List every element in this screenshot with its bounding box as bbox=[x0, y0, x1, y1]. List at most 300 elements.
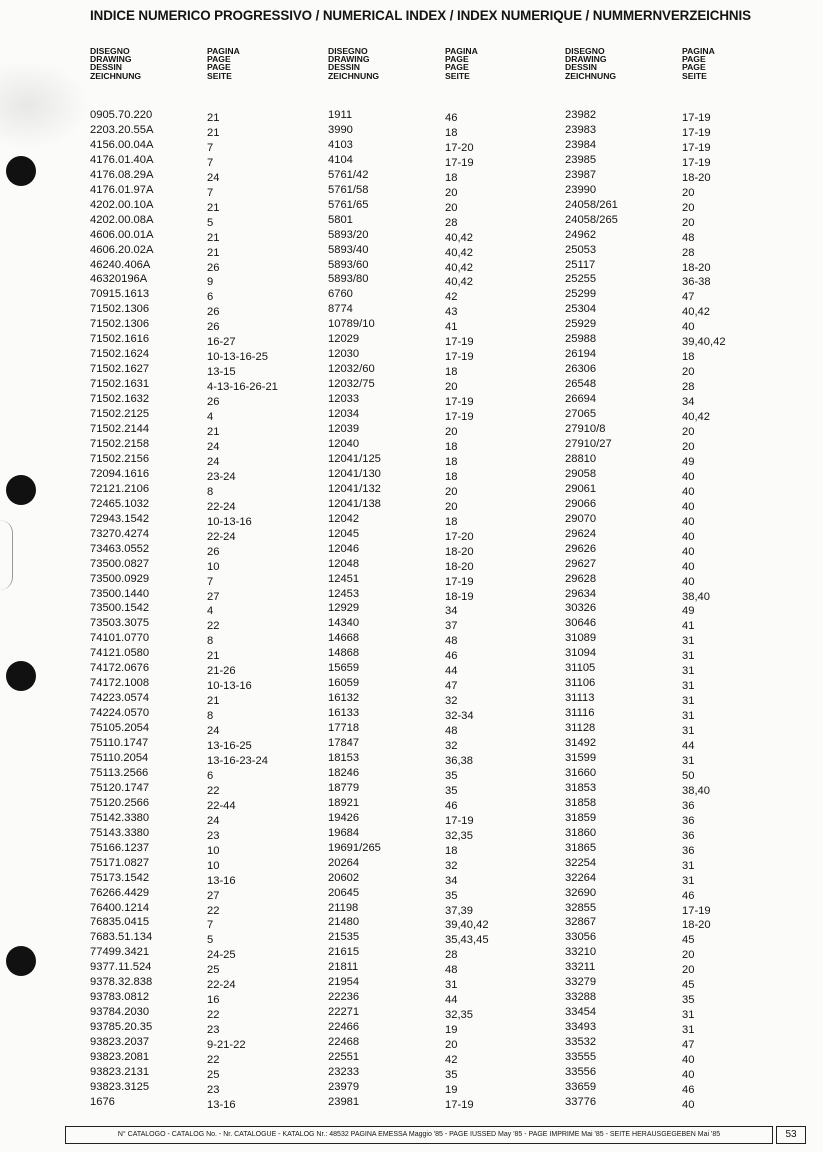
scan-margin-curve bbox=[0, 520, 13, 590]
page-reference: 47 bbox=[682, 291, 695, 304]
page-reference: 44 bbox=[445, 994, 458, 1007]
drawing-number: 33556 bbox=[565, 1066, 597, 1078]
page-reference: 20 bbox=[682, 426, 695, 439]
index-row bbox=[565, 1095, 805, 1110]
drawing-number: 12451 bbox=[328, 572, 360, 585]
page-reference: 31 bbox=[445, 979, 458, 992]
page-reference: 20 bbox=[445, 201, 458, 214]
page-reference: 20 bbox=[682, 216, 695, 229]
index-row bbox=[328, 228, 562, 243]
index-row bbox=[90, 661, 326, 676]
drawing-number: 4176.01.97A bbox=[90, 183, 154, 196]
index-row bbox=[90, 1020, 326, 1035]
page-reference: 32 bbox=[445, 859, 458, 872]
index-row bbox=[90, 587, 326, 602]
drawing-number: 46320196A bbox=[90, 273, 148, 286]
drawing-number: 24962 bbox=[565, 228, 597, 241]
drawing-number: 31860 bbox=[565, 826, 597, 839]
index-row bbox=[565, 1080, 805, 1095]
catalog-info: N° CATALOGO - CATALOG No. - Nr. CATALOGUE - KATALOG Nr.: 48532 PAGINA EMESSA Maggio '85 - PAGE IUSSED May '85 - PAGE IMPRIME Mai '85 - SEITE HERAUSGEGEBEN Mai '85 bbox=[65, 1126, 773, 1144]
page-reference: 17-19 bbox=[682, 126, 711, 139]
drawing-number: 93823.3125 bbox=[90, 1080, 150, 1093]
page-reference: 40 bbox=[682, 500, 695, 513]
drawing-number: 19426 bbox=[328, 811, 360, 824]
index-row bbox=[328, 676, 562, 691]
drawing-number: 29624 bbox=[565, 527, 597, 540]
index-row bbox=[565, 317, 805, 332]
page-reference: 18 bbox=[445, 844, 458, 857]
index-row bbox=[328, 811, 562, 826]
index-row bbox=[328, 542, 562, 557]
index-row bbox=[90, 452, 326, 467]
page-reference: 8 bbox=[207, 485, 214, 498]
drawing-number: 33210 bbox=[565, 946, 597, 959]
page-reference: 35 bbox=[682, 994, 695, 1007]
page-reference: 6 bbox=[207, 769, 214, 782]
drawing-number: 75105.2054 bbox=[90, 722, 150, 735]
index-row bbox=[565, 856, 805, 871]
index-row bbox=[90, 886, 326, 901]
index-row bbox=[90, 392, 326, 407]
index-column-1 bbox=[90, 108, 326, 1110]
index-row bbox=[565, 841, 805, 856]
index-row bbox=[90, 766, 326, 781]
index-row bbox=[328, 362, 562, 377]
page-reference: 40 bbox=[682, 1054, 695, 1067]
page-reference: 17-19 bbox=[445, 351, 474, 364]
drawing-number: 4202.00.10A bbox=[90, 198, 154, 211]
page-reference: 37,39 bbox=[445, 904, 473, 917]
index-row bbox=[565, 542, 805, 557]
index-row bbox=[328, 766, 562, 781]
index-row bbox=[90, 198, 326, 213]
index-row bbox=[328, 557, 562, 572]
index-row bbox=[565, 1065, 805, 1080]
page-reference: 40 bbox=[682, 515, 695, 528]
index-row bbox=[90, 736, 326, 751]
page-reference: 21 bbox=[207, 231, 220, 244]
index-row bbox=[565, 153, 805, 168]
page-reference: 40,42 bbox=[682, 411, 710, 424]
index-row bbox=[90, 272, 326, 287]
index-row bbox=[328, 631, 562, 646]
page-reference: 13-16-23-24 bbox=[207, 754, 268, 767]
index-row bbox=[90, 901, 326, 916]
drawing-number: 24058/265 bbox=[565, 213, 618, 226]
page-reference: 20 bbox=[682, 186, 695, 199]
drawing-number: 71502.1631 bbox=[90, 378, 150, 391]
drawing-number: 16132 bbox=[328, 692, 360, 705]
drawing-number: 32855 bbox=[565, 901, 597, 914]
page-reference: 40,42 bbox=[682, 306, 710, 319]
index-row bbox=[90, 796, 326, 811]
page-reference: 13-16 bbox=[207, 874, 236, 887]
drawing-number: 30646 bbox=[565, 617, 597, 630]
index-row bbox=[328, 736, 562, 751]
index-row bbox=[565, 811, 805, 826]
drawing-number: 14868 bbox=[328, 647, 360, 660]
drawing-number: 27910/27 bbox=[565, 437, 612, 450]
page-reference: 16 bbox=[207, 994, 220, 1007]
page-reference: 24 bbox=[207, 440, 220, 453]
drawing-number: 4103 bbox=[328, 138, 353, 151]
page-reference: 31 bbox=[682, 725, 695, 738]
page-number: 53 bbox=[776, 1126, 806, 1144]
drawing-number: 31859 bbox=[565, 811, 597, 824]
drawing-number: 22271 bbox=[328, 1006, 360, 1019]
index-row bbox=[565, 362, 805, 377]
page-reference: 28 bbox=[682, 246, 695, 259]
index-row bbox=[565, 228, 805, 243]
index-row bbox=[565, 646, 805, 661]
drawing-number: 9378.32.838 bbox=[90, 976, 153, 989]
drawing-number: 22466 bbox=[328, 1021, 360, 1034]
page-reference: 21 bbox=[207, 695, 220, 708]
page-reference: 18 bbox=[445, 515, 458, 528]
drawing-number: 26548 bbox=[565, 378, 597, 391]
index-row bbox=[90, 721, 326, 736]
page-reference: 22 bbox=[207, 784, 220, 797]
page-reference: 22 bbox=[207, 1009, 220, 1022]
drawing-number: 72465.1032 bbox=[90, 497, 150, 510]
index-row bbox=[90, 467, 326, 482]
index-row bbox=[328, 751, 562, 766]
page-reference: 46 bbox=[445, 799, 458, 812]
drawing-number: 33211 bbox=[565, 961, 596, 974]
page-reference: 36 bbox=[682, 844, 695, 857]
page-reference: 40,42 bbox=[445, 276, 473, 289]
page-reference: 28 bbox=[682, 381, 695, 394]
page-reference: 31 bbox=[682, 695, 695, 708]
page-reference: 44 bbox=[682, 740, 695, 753]
page-reference: 18 bbox=[445, 366, 458, 379]
page-reference: 17-20 bbox=[445, 530, 474, 543]
index-row bbox=[328, 332, 562, 347]
index-row bbox=[328, 871, 562, 886]
page-reference: 22 bbox=[207, 620, 220, 633]
drawing-number: 72943.1542 bbox=[90, 512, 150, 525]
drawing-number: 31106 bbox=[565, 677, 596, 690]
index-row bbox=[565, 945, 805, 960]
page-reference: 7 bbox=[207, 156, 214, 169]
index-row bbox=[565, 631, 805, 646]
index-row bbox=[328, 587, 562, 602]
drawing-number: 23983 bbox=[565, 123, 597, 136]
drawing-number: 2203.20.55A bbox=[90, 123, 154, 136]
drawing-number: 21535 bbox=[328, 931, 360, 944]
drawing-number: 33454 bbox=[565, 1006, 597, 1019]
page-reference: 36,38 bbox=[445, 754, 473, 767]
drawing-number: 20264 bbox=[328, 856, 360, 869]
index-row bbox=[565, 243, 805, 258]
drawing-number: 12042 bbox=[328, 512, 360, 525]
drawing-number: 71502.1624 bbox=[90, 348, 150, 361]
page-reference: 7 bbox=[207, 575, 214, 588]
page-reference: 4 bbox=[207, 605, 214, 618]
page-reference: 26 bbox=[207, 396, 220, 409]
index-row bbox=[328, 915, 562, 930]
drawing-number: 33493 bbox=[565, 1021, 597, 1034]
drawing-number: 19684 bbox=[328, 826, 360, 839]
page-reference: 18 bbox=[682, 351, 695, 364]
drawing-number: 23984 bbox=[565, 138, 597, 151]
page-reference: 24 bbox=[207, 814, 220, 827]
drawing-number: 29066 bbox=[565, 497, 597, 510]
header-label: ZEICHNUNG bbox=[90, 70, 142, 81]
page-reference: 10-13-16 bbox=[207, 515, 252, 528]
drawing-number: 73503.3075 bbox=[90, 617, 150, 630]
index-row bbox=[90, 1005, 326, 1020]
page-reference: 46 bbox=[682, 1083, 695, 1096]
index-row bbox=[90, 601, 326, 616]
page-reference: 5 bbox=[207, 934, 214, 947]
drawing-number: 74223.0574 bbox=[90, 692, 150, 705]
index-row bbox=[565, 347, 805, 362]
drawing-number: 31128 bbox=[565, 722, 596, 735]
drawing-number: 0905.70.220 bbox=[90, 109, 153, 121]
drawing-number: 29070 bbox=[565, 512, 597, 525]
index-row bbox=[565, 826, 805, 841]
header-label: ZEICHNUNG bbox=[328, 70, 380, 81]
drawing-number: 33776 bbox=[565, 1095, 597, 1108]
index-row bbox=[90, 915, 326, 930]
index-row bbox=[90, 497, 326, 512]
page-reference: 40 bbox=[682, 1098, 695, 1111]
drawing-number: 26306 bbox=[565, 363, 597, 376]
index-row bbox=[90, 407, 326, 422]
page-reference: 36 bbox=[682, 814, 695, 827]
index-row bbox=[90, 1035, 326, 1050]
page-reference: 18 bbox=[445, 470, 458, 483]
drawing-number: 76835.0415 bbox=[90, 916, 150, 929]
index-row bbox=[565, 213, 805, 228]
page-reference: 16-27 bbox=[207, 336, 236, 349]
drawing-number: 4202.00.08A bbox=[90, 213, 154, 226]
drawing-number: 71502.1306 bbox=[90, 303, 150, 316]
page-reference: 20 bbox=[445, 381, 458, 394]
header-drawing-3 bbox=[565, 47, 616, 80]
drawing-number: 22236 bbox=[328, 991, 360, 1004]
page-reference: 17-19 bbox=[445, 575, 474, 588]
drawing-number: 12039 bbox=[328, 423, 360, 436]
drawing-number: 21615 bbox=[328, 946, 360, 959]
footer bbox=[0, 1126, 823, 1146]
index-row bbox=[90, 751, 326, 766]
index-row bbox=[565, 123, 805, 138]
page-reference: 32,35 bbox=[445, 1009, 473, 1022]
drawing-number: 73463.0552 bbox=[90, 542, 150, 555]
index-row bbox=[328, 287, 562, 302]
drawing-number: 21954 bbox=[328, 976, 360, 989]
page-reference: 36-38 bbox=[682, 276, 711, 289]
index-row bbox=[90, 183, 326, 198]
drawing-number: 5761/42 bbox=[328, 168, 369, 181]
index-row bbox=[90, 258, 326, 273]
drawing-number: 33056 bbox=[565, 931, 597, 944]
drawing-number: 21480 bbox=[328, 916, 360, 929]
drawing-number: 27910/8 bbox=[565, 423, 606, 436]
page-reference: 20 bbox=[445, 426, 458, 439]
page-reference: 5 bbox=[207, 216, 214, 229]
drawing-number: 93823.2081 bbox=[90, 1051, 150, 1064]
page-reference: 46 bbox=[682, 889, 695, 902]
drawing-number: 74101.0770 bbox=[90, 632, 150, 645]
page-reference: 7 bbox=[207, 186, 214, 199]
page-reference: 40,42 bbox=[445, 231, 473, 244]
page-reference: 10 bbox=[207, 560, 220, 573]
page-reference: 31 bbox=[682, 635, 695, 648]
drawing-number: 77499.3421 bbox=[90, 946, 150, 959]
drawing-number: 4156.00.04A bbox=[90, 138, 154, 151]
page-reference: 17-19 bbox=[682, 156, 711, 169]
drawing-number: 71502.2156 bbox=[90, 452, 150, 465]
index-row bbox=[90, 781, 326, 796]
drawing-number: 74172.1008 bbox=[90, 677, 150, 690]
drawing-number: 4606.20.02A bbox=[90, 243, 154, 256]
page-reference: 4-13-16-26-21 bbox=[207, 381, 278, 394]
drawing-number: 93785.20.35 bbox=[90, 1021, 153, 1034]
page-reference: 17-19 bbox=[682, 141, 711, 154]
index-row bbox=[328, 407, 562, 422]
drawing-number: 31853 bbox=[565, 781, 597, 794]
index-row bbox=[328, 497, 562, 512]
page-reference: 45 bbox=[682, 934, 695, 947]
page-reference: 17-19 bbox=[445, 156, 474, 169]
drawing-number: 15659 bbox=[328, 662, 360, 675]
drawing-number: 12046 bbox=[328, 542, 360, 555]
drawing-number: 71502.1632 bbox=[90, 393, 150, 406]
index-row bbox=[565, 616, 805, 631]
index-row bbox=[328, 856, 562, 871]
index-row bbox=[90, 1050, 326, 1065]
page-reference: 9 bbox=[207, 276, 214, 289]
drawing-number: 73500.0827 bbox=[90, 557, 150, 570]
drawing-number: 25304 bbox=[565, 303, 597, 316]
index-row bbox=[90, 990, 326, 1005]
page-reference: 23 bbox=[207, 1083, 220, 1096]
index-row bbox=[90, 841, 326, 856]
page-title: INDICE NUMERICO PROGRESSIVO / NUMERICAL INDEX / INDEX NUMERIQUE / NUMMERNVERZEICHNIS bbox=[90, 8, 751, 23]
index-row bbox=[328, 1080, 562, 1095]
drawing-number: 23979 bbox=[328, 1080, 360, 1093]
index-row bbox=[328, 272, 562, 287]
page-reference: 18-20 bbox=[682, 261, 711, 274]
drawing-number: 72094.1616 bbox=[90, 467, 150, 480]
punch-hole bbox=[6, 946, 36, 976]
page-reference: 17-19 bbox=[682, 904, 711, 917]
page-reference: 4 bbox=[207, 411, 214, 424]
header-label: PAGE bbox=[445, 62, 469, 73]
drawing-number: 25255 bbox=[565, 273, 597, 286]
index-row bbox=[565, 422, 805, 437]
index-row bbox=[565, 437, 805, 452]
index-row bbox=[90, 123, 326, 138]
page-reference: 40,42 bbox=[445, 261, 473, 274]
page-reference: 48 bbox=[445, 964, 458, 977]
drawing-number: 75166.1237 bbox=[90, 841, 150, 854]
index-row bbox=[328, 213, 562, 228]
header-label: DRAWING bbox=[90, 54, 132, 65]
page-reference: 22 bbox=[207, 904, 220, 917]
page-reference: 34 bbox=[445, 605, 458, 618]
page-reference: 40 bbox=[682, 470, 695, 483]
page-reference: 49 bbox=[682, 455, 695, 468]
page-reference: 21 bbox=[207, 112, 220, 124]
drawing-number: 22468 bbox=[328, 1036, 360, 1049]
index-row bbox=[565, 736, 805, 751]
drawing-number: 23987 bbox=[565, 168, 597, 181]
index-row bbox=[328, 691, 562, 706]
page-reference: 42 bbox=[445, 1054, 458, 1067]
drawing-number: 31105 bbox=[565, 662, 596, 675]
drawing-number: 12040 bbox=[328, 437, 360, 450]
page-reference: 20 bbox=[445, 186, 458, 199]
drawing-number: 12032/75 bbox=[328, 378, 375, 391]
drawing-number: 16059 bbox=[328, 677, 360, 690]
header-label: PAGE bbox=[682, 62, 706, 73]
header-label: DESSIN bbox=[328, 62, 360, 73]
page-reference: 31 bbox=[682, 874, 695, 887]
header-label: SEITE bbox=[445, 70, 470, 81]
index-row bbox=[90, 945, 326, 960]
index-row bbox=[565, 766, 805, 781]
drawing-number: 31116 bbox=[565, 707, 595, 720]
page-reference: 28 bbox=[445, 216, 458, 229]
index-row bbox=[328, 930, 562, 945]
index-row bbox=[90, 811, 326, 826]
page-reference: 17-19 bbox=[682, 112, 711, 124]
index-row bbox=[90, 960, 326, 975]
index-row bbox=[90, 930, 326, 945]
drawing-number: 12030 bbox=[328, 348, 360, 361]
drawing-number: 3990 bbox=[328, 123, 353, 136]
drawing-number: 75120.1747 bbox=[90, 781, 150, 794]
index-row bbox=[565, 915, 805, 930]
drawing-number: 5893/80 bbox=[328, 273, 369, 286]
drawing-number: 75110.2054 bbox=[90, 751, 149, 764]
index-row bbox=[328, 886, 562, 901]
index-row bbox=[328, 138, 562, 153]
drawing-number: 71502.1616 bbox=[90, 333, 150, 346]
page-reference: 48 bbox=[445, 725, 458, 738]
page-reference: 40 bbox=[682, 545, 695, 558]
page-reference: 10-13-16-25 bbox=[207, 351, 268, 364]
header-label: DESSIN bbox=[565, 62, 597, 73]
drawing-number: 31858 bbox=[565, 796, 597, 809]
index-row bbox=[565, 168, 805, 183]
page-reference: 22-24 bbox=[207, 979, 236, 992]
index-row bbox=[328, 841, 562, 856]
index-row bbox=[90, 557, 326, 572]
drawing-number: 10789/10 bbox=[328, 318, 375, 331]
page-reference: 39,40,42 bbox=[445, 919, 489, 932]
page-reference: 35,43,45 bbox=[445, 934, 489, 947]
drawing-number: 24058/261 bbox=[565, 198, 618, 211]
index-row bbox=[90, 482, 326, 497]
page-reference: 27 bbox=[207, 889, 220, 902]
page-reference: 24 bbox=[207, 455, 220, 468]
drawing-number: 33659 bbox=[565, 1080, 597, 1093]
page-reference: 23-24 bbox=[207, 470, 236, 483]
index-row bbox=[90, 631, 326, 646]
page-reference: 18-20 bbox=[445, 545, 474, 558]
drawing-number: 26194 bbox=[565, 348, 597, 361]
header-label: DESSIN bbox=[90, 62, 122, 73]
index-column-3 bbox=[565, 108, 805, 1110]
page-reference: 17-19 bbox=[445, 814, 474, 827]
drawing-number: 71502.2125 bbox=[90, 408, 150, 421]
index-row bbox=[565, 706, 805, 721]
